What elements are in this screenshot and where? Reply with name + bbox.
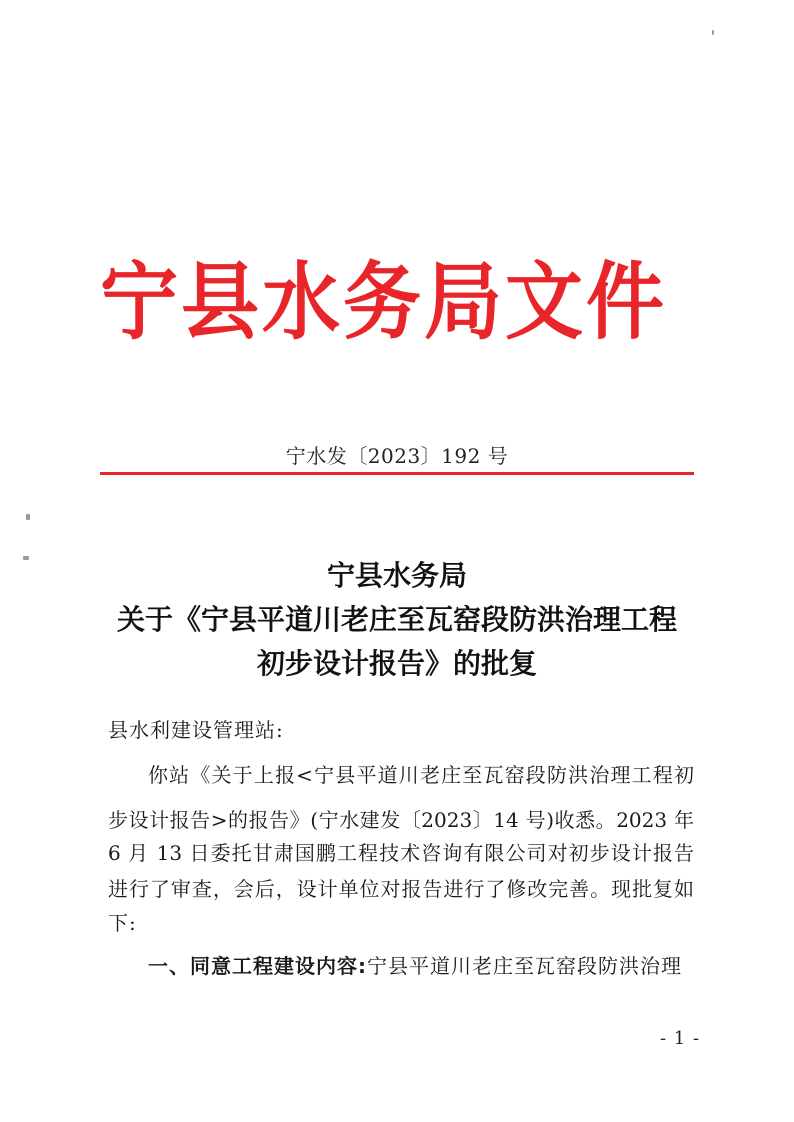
item-one-text: 宁县平道川老庄至瓦窑段防洪治理 bbox=[367, 954, 682, 978]
subject-line-3: 初步设计报告》的批复 bbox=[256, 647, 537, 680]
paragraph-line: 进行了审查，会后，设计单位对报告进行了修改完善。现批复如 bbox=[108, 877, 694, 901]
paragraph-line: 你站《关于上报<宁县平道川老庄至瓦窑段防洪治理工程初 bbox=[148, 763, 694, 787]
subject-line-2: 关于《宁县平道川老庄至瓦窑段防洪治理工程 bbox=[116, 603, 677, 636]
scan-speck bbox=[23, 556, 29, 560]
item-one-line bbox=[148, 951, 682, 981]
scan-speck bbox=[26, 514, 30, 520]
red-divider-line bbox=[100, 472, 694, 475]
scan-speck bbox=[712, 30, 714, 35]
paragraph-line: 下: bbox=[108, 911, 137, 935]
document-number: 宁水发〔2023〕192 号 bbox=[285, 444, 509, 468]
item-one-heading: 一、同意工程建设内容: bbox=[148, 954, 367, 978]
page-number: - 1 - bbox=[660, 1028, 701, 1049]
salutation: 县水利建设管理站: bbox=[108, 718, 284, 742]
paragraph-line: 步设计报告>的报告》(宁水建发〔2023〕14 号)收悉。2023 年 bbox=[108, 808, 694, 832]
paragraph-line: 6 月 13 日委托甘肃国鹏工程技术咨询有限公司对初步设计报告 bbox=[108, 841, 694, 865]
subject-line-1: 宁县水务局 bbox=[326, 559, 467, 592]
issuing-authority-title: 宁县水务局文件 bbox=[100, 254, 668, 352]
